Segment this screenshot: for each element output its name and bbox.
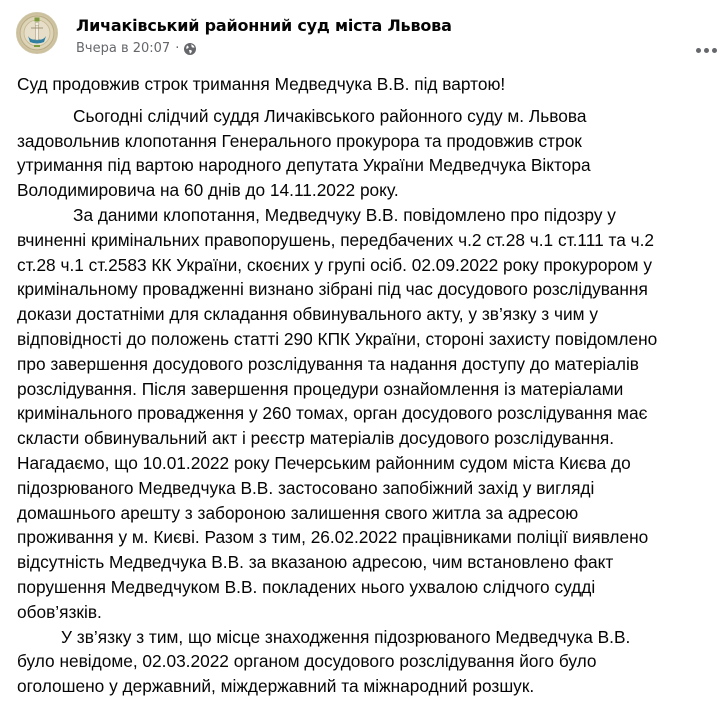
text-line: підозрюваного Медведчука В.В. застосовано запобіжний захід у вигляді	[17, 477, 595, 498]
more-horizontal-icon	[696, 48, 701, 53]
text-line: порушення Медведчуком В.В. покладених нього ухвалою слідчого судді	[17, 576, 596, 597]
text-line: розслідування. Після завершення процедури ознайомлення із матеріалами	[17, 378, 624, 399]
more-dot	[712, 48, 717, 53]
text-line: кримінальному провадженні визнано зібрані під час досудового розслідування	[17, 279, 648, 300]
globe-icon[interactable]	[184, 43, 196, 55]
text-line: відсутність Медведчука В.В. за вказаною адресою, чим встановлено факт	[17, 552, 614, 573]
text-line: ст.28 ч.1 ст.2583 КК України, скоєних у групі осіб. 02.09.2022 року прокурором у	[17, 254, 652, 275]
post-body	[17, 72, 717, 699]
text-line: домашнього арешту з забороною залишення свого житла за адресою	[17, 502, 579, 523]
paragraph-3	[17, 625, 717, 699]
text-line: вчиненні кримінальних правопорушень, передбачених ч.2 ст.28 ч.1 ст.111 та ч.2	[17, 229, 655, 250]
text-line: проживання у м. Києві. Разом з тим, 26.02.2022 працівниками поліції виявлено	[17, 527, 649, 548]
text-line: скласти обвинувальний акт і реєстр матеріалів досудового розслідування.	[17, 428, 615, 449]
text-line: Володимировича на 60 днів до 14.11.2022 року.	[17, 180, 399, 201]
meta-separator: ·	[175, 41, 180, 56]
text-line: оголошено у державний, міждержавний та міжнародний розшук.	[17, 676, 535, 697]
text-line: про завершення досудового розслідування та надання доступу до матеріалів	[17, 353, 639, 374]
text-line: За даними клопотання, Медведчуку В.В. повідомлено про підозру у	[73, 204, 616, 225]
post-header	[16, 12, 727, 60]
post-timestamp[interactable]: Вчера в 20:07	[76, 41, 171, 56]
paragraph-2	[17, 203, 717, 625]
paragraph-1	[17, 104, 717, 203]
court-emblem-icon	[17, 13, 57, 53]
text-line: кримінального провадження у 260 томах, орган досудового розслідування має	[17, 403, 648, 424]
post-title: Суд продовжив строк тримання Медведчука В.В. під вартою!	[17, 74, 506, 94]
post-meta	[76, 41, 196, 56]
text-line: обов’язків.	[17, 601, 102, 622]
page-name-link[interactable]: Личаківський районний суд міста Львова	[76, 16, 452, 35]
more-options-button[interactable]	[688, 32, 724, 68]
text-line: У зв’язку з тим, що місце знаходження підозрюваного Медведчука В.В.	[61, 626, 631, 647]
text-line: було невідоме, 02.03.2022 органом досудового розслідування його було	[17, 651, 597, 672]
text-line: задовольнив клопотання Генерального прокурора та продовжив строк	[17, 130, 582, 151]
text-line: Нагадаємо, що 10.01.2022 року Печерським районним судом міста Києва до	[17, 452, 631, 473]
text-line: Сьогодні слідчий суддя Личаківського районного суду м. Львова	[73, 105, 587, 126]
more-dot	[704, 48, 709, 53]
page-avatar[interactable]	[16, 12, 58, 54]
text-line: відповідності до положень статті 290 КПК України, стороні захисту повідомлено	[17, 328, 658, 349]
text-line: утримання під вартою народного депутата України Медведчука Віктора	[17, 155, 591, 176]
text-line: докази достатніми для складання обвинувального акту, у зв’язку з чим у	[17, 304, 598, 325]
